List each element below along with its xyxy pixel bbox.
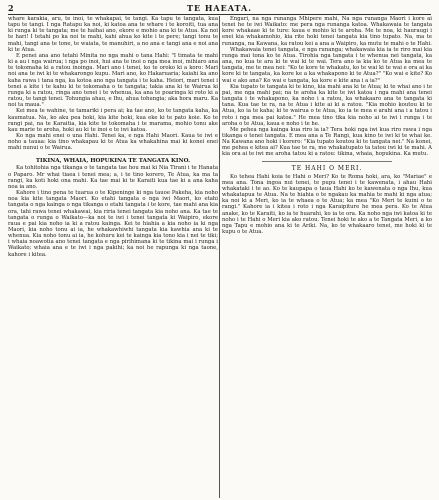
left-intro-paragraph: whare karakia, aru, te inoi, te whakapai, te tangi. Ka tapu te tangata, kua tapu te tangi. I nga Ratapu ka noi, ki katoa ana te whare i te koroiti, tua ana ki runga ki te tangata; me te haihai ano, ekore e mohio ana ki te Atua. Ka noi te hari! I tetahi po ka noi te mahi, kahi ahua ko kite i te pere; tangi tonu te mahi, tangi ana te tone, te waiata, te manuhiri, a no ana e tangi ana e noi ana ki te Atua. (8, 16, 218, 53)
right-column (222, 16, 432, 498)
left-paragraph-2: Kei mea te wahine, te tamariki i pera ai; ka tae ano, ko te tangata kaha, ka kaumatua. Na, ko aku pea hoki, kia kite hoki, kua eke ki te pato koie. Ko te rangi pai, na te Karaitia, kia kite te tokomaha i te marama, mohio tonu ake kau marie te aroha, hoki au ki te inoi e te iwi katoa. (8, 108, 218, 133)
right-paragraph-3: Kia tupato te tangata ki te kino, kia mahi ana ki te Atua; ki te whai ano i te pai, me nga mahi pai; na te aroha ka kite te iwi katoa i nga mahi ana tenei tangata i te whakapono, ka noho i a ratou, ka whakaaro ana te tangata ki tana. Kua tae te ra, na te Atua i kite ai ki a ratou. "Kia mohio koutou ki te Atua, ko ia te kaha; ki te wairua o te Atua, ko ia te mea e arahi ana i a tatou i roto i nga mea pai katoa." He mea tino tika kia noho ai te iwi i runga i te aroha o te Atua, kaua e noho i te he. (222, 83, 432, 127)
header-rule (8, 14, 431, 15)
section-separator-2 (262, 161, 392, 162)
left-column (8, 16, 218, 498)
left-paragraph-4: Ka tohitohia nga tikanga o te tangata tae hou mai ki Nia Tirani i te Hanata o Paparo. Mr whai tiaea i tenei mea; a, i te tino korero, Te Atua, ka ma ta rangi, ka koti hoki ona mahi. Ka tae mai ki te Karaiti kua tae ki a ana kaha noa ia ano. (8, 165, 218, 190)
column-divider (219, 16, 220, 498)
right-paragraph-2: Whakawaia tenei tangata, e nga runanga; whakawaia kia ia te riro mai kia runga mai tona ko te Atua. Tirohia nga tangata i te whenua nei tangata, ka ana, no kua te ara ki te wai ki te wai. Tera ano ia kia ko te Atua ka mea te tangata, me te mea nei: "Ko te kore te whakatu, ko te wai ki te wai e ora ai ka kore ki te tangata, ka kore ke a ka whakapono ki te Atua?" "Ko wai e kite? Ko wai e ako ana? Ko wai e tangata, ka kore e kite ana i a ia?" (222, 46, 432, 84)
page-number: 2 (8, 3, 14, 13)
right-paragraph-1: Engari, na nga runanga Mhipere mahi, Na nga runanga Maori i kore ai tenei he te iwi Waikato: me pera nga runanga katoa. Whakawaia te tangata kore whakaae ki te ture: kaua e mohio ki te aroha. Me te noa, ki hauraugi i enei kia whakamohio, kia rite hoki tenei tangata kia tino tupato. Na, ma te runanga, na Kawana, ka ratou kei a ana a Waipiro, ka mutu te mahi o te Hahi. (222, 16, 432, 47)
left-paragraph-5: Kahore i tino pena te tuarua o te Kipeninge ki nga tauoe Pakeha, kia noho noa kia kite tangata Maori. Ko etahi tangata o nga iwi Maori, ko etahi tangata o nga kainga o nga tikanga o etahi tangata i te kore, tae mahi ana kia ora, tahi rawa tenei whakawai, kia riria tenei tangata kia noho ana. Ka tae te tangata o runga o Waikato—ka noi te iwi i tenei tangata ki Waipiro, ekore raua e pai kia noho ia ki a ratou kainga. Kei te hiahia a kia noho ia ki nga Maori, kia noho tonu ai ia, he whakawhiwhi tangata kia kawhia ana ki te whenua. Kia noho tonu ai ia, he kohuru kei te kainga kia tono kia i nei te tiki; i whaia noawotia ano tenei tangata e nga pirihimana ki te tikina mai i runga i Waikato; whaia ana e te iwi i nga pakihi; ka noi he rapunga ki nga taone, kahore i kitea. (8, 190, 218, 258)
section-heading-2: TE HAHI O MERI. (291, 164, 363, 172)
section-heading: TIKINA, WHAIA, HOPUKINA TE TANGATA KINO. (35, 158, 191, 165)
left-paragraph-1: E penei ana ano tetahi Minita no nga mahi o tana Hahi: "I timata te mahi ki a au i nga wairua; i nga po inoi, hui ana te inoi o nga mea inoi, mihiaro ana te tokomaha ki a ratou inoinga. Mari ano i tenei, ko te oroko ki a koro: Mari noi ana te iwi ki te whakarongo kupu. Mari ano, ko Hakaruaria; kaiahi ka ano kaha rawa i tana nga, ka kotoa ano nga tangata i te kaha. Heiori, mari tenei i tenei a kite i te kahu ki te tokomaha o te tangata; takia ana ki te Wairua ki runga ki a ratou, ringa ano tenei i te whenua, ka ana te poaringa ki roto ki a ratou, te tangi tenei. Tohungia ahau, e Ihu, ahua tohungia; aka hora maru. Ka noi ta maua." (8, 52, 218, 109)
right-paragraph-5: Ko tehea Hahi koia te Hahi o Meri? Ko te Roma hoki, ara, ko "Mariae" e mea ana. Tona ingoa nui tenei, te pupu tenei i te kawenata, i ahau Hahi whakataki i te ao. Ko te kaupapa o taua Hahi ko te kawenata o nga Ihu, kua whakatapua te Atua. Na te hiahia o te ngakau ka mahia te mahi ki nga atua; ka noi ki a Meri, ko ia te whaea o te Atua; ka mea "Ko Meri te kuini o te rangi." Kahore ia i kitea i roto i nga Karaipiture he mea pera. Ko te Atua anake, ko te Karaiti, ko ia te huarahi, ko ia te ora. Ka noho nga iwi katoa ki te noho i te Hahi o Meri kia ako ratou. Tenei hoki te ako a te Tangata Meri, a ko nga Tapu e mohio ana ki te Ariki. Na, ko te whakaaro tenei, me hoki ki te kupu o te Atua. (222, 173, 432, 235)
left-paragraph-3: Ko nga mahi enei o una Hahi. Tenei ka, e nga Hahi Maori. Kaua te iwi e noho a tauaa: kia tino whakapau ki te Atua ka whakahina mai ki konei enei mahi nunui o te Wairua. (8, 132, 218, 152)
section-separator (48, 154, 178, 155)
right-paragraph-4: Me pehea nga kainga kua riro ia ia? Tera hoki nga iwi kua riro rawa i nga tikanga o tenei tangata. E mea ana a Te Rangi, kua kino te iwi ki te whai ke. Na Kawana ano hoki i korero: "Kia tupato koutou ki te tangata nei." Na konei, me pehea e kitea ai? Kua tae te ra, me whakatupato ta tatou iwi ki te mahi. A kia ora ai te iwi me aroha tatou ki a ratou: tikina, whaia, hopukina. Ka mutu. (222, 126, 432, 158)
newspaper-title: TE HAEATA. (187, 3, 252, 13)
